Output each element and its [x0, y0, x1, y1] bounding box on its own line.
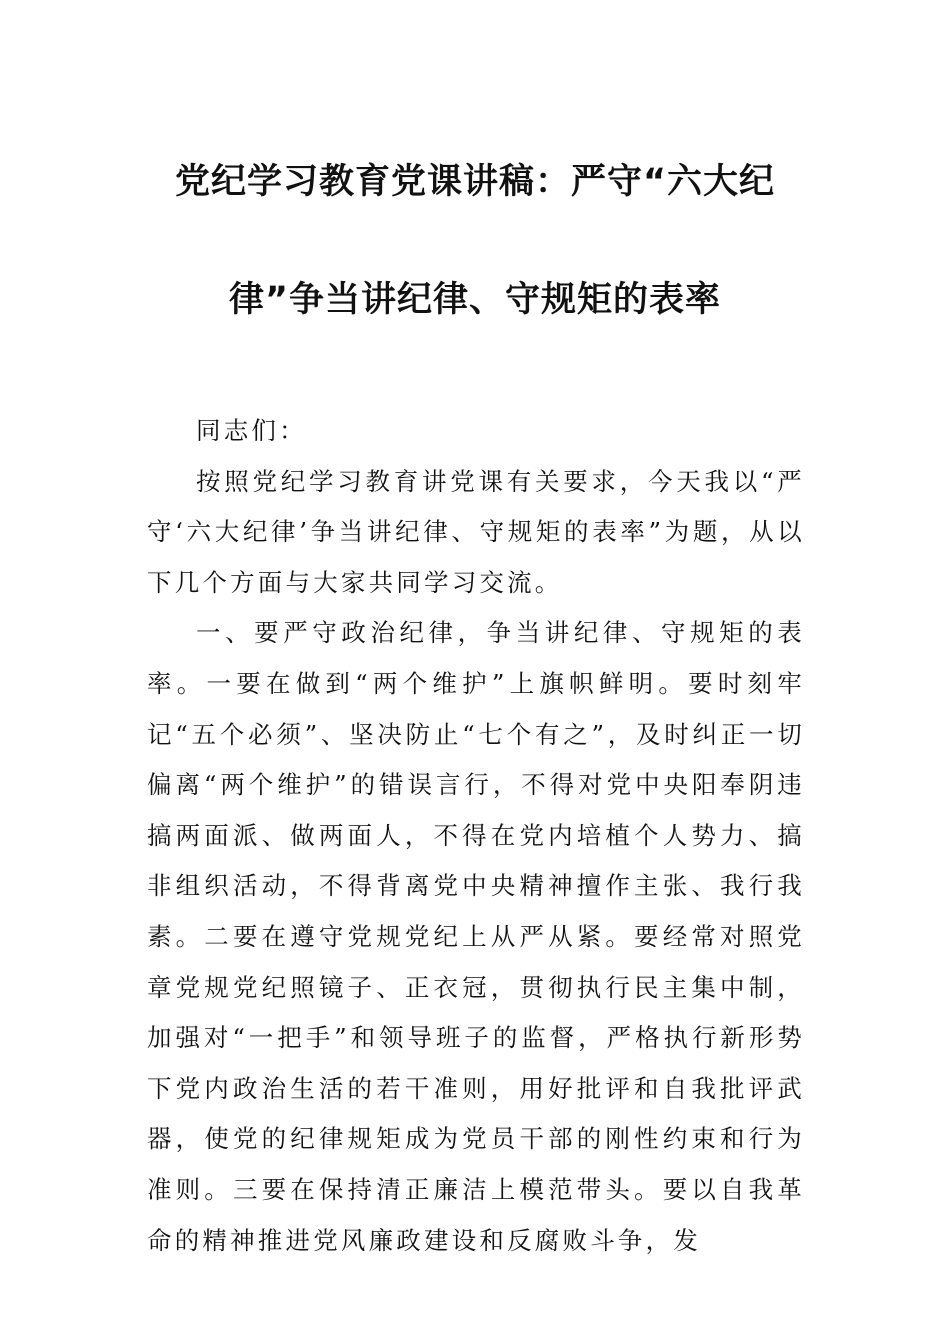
document-body	[147, 406, 805, 1266]
paragraph-intro: 按照党纪学习教育讲党课有关要求，今天我以“严守‘六大纪律’争当讲纪律、守规矩的表率”为题，从以下几个方面与大家共同学习交流。	[147, 466, 805, 597]
document-title-line-2: 律”争当讲纪律、守规矩的表率	[228, 280, 721, 320]
document-title-line-1: 党纪学习教育党课讲稿：严守“六大纪	[174, 162, 775, 202]
salutation: 同志们：	[196, 416, 307, 445]
paragraph-political-discipline: 一、要严守政治纪律，争当讲纪律、守规矩的表率。一要在做到“两个维护”上旗帜鲜明。要时刻牢记“五个必须”、坚决防止“七个有之”，及时纠正一切偏离“两个维护”的错误言行，不得对党中央阳奉阴违搞两面派、做两面人，不得在党内培植个人势力、搞非组织活动，不得背离党中央精神擅作主张、我行我素。二要在遵守党规党纪上从严从紧。要经常对照党章党规党纪照镜子、正衣冠，贯彻执行民主集中制，加强对“一把手”和领导班子的监督，严格执行新形势下党内政治生活的若干准则，用好批评和自我批评武器，使党的纪律规矩成为党员干部的刚性约束和行为准则。三要在保持清正廉洁上模范带头。要以自我革命的精神推进党风廉政建设和反腐败斗争，发	[147, 618, 805, 1255]
